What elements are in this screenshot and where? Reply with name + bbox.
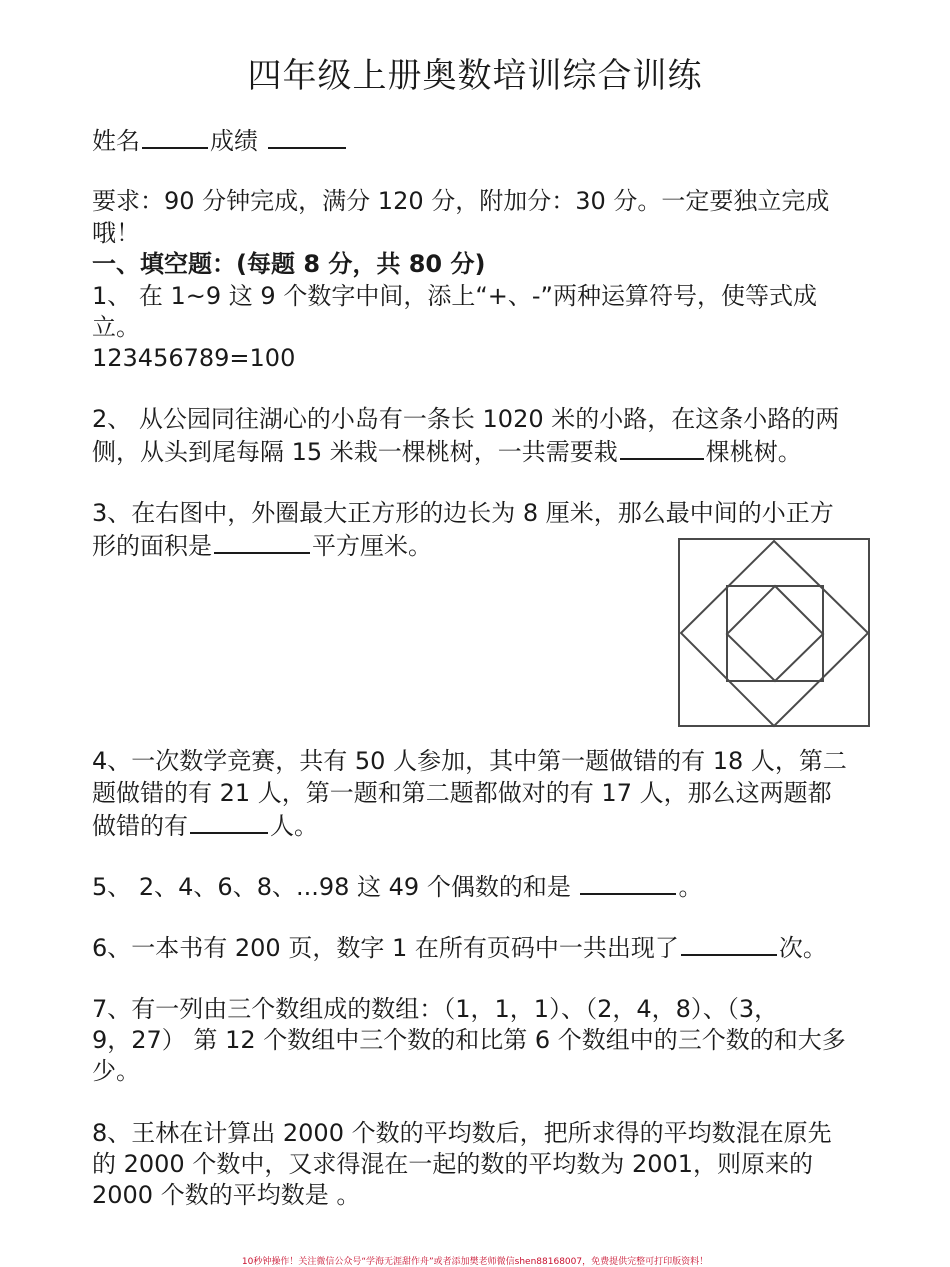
q6-answer-blank[interactable] <box>681 932 777 956</box>
q5-text-post: 。 <box>678 873 703 901</box>
score-label: 成绩 <box>210 127 258 155</box>
inner-diamond <box>727 586 823 681</box>
footer-promo-text: 10秒钟操作！关注微信公众号“学海无涯甜作舟”或者添加樊老师微信shen88168007，免费提供完整可打印版资料！ <box>241 1257 709 1267</box>
q3-line-1: 3、在右图中，外圈最大正方形的边长为 8 厘米，那么最中间的小正方 <box>92 499 834 527</box>
section-heading: 一、填空题：(每题 8 分，共 80 分) <box>92 250 486 278</box>
q2-text-post: 棵桃树。 <box>705 438 802 466</box>
requirement-line-1: 要求：90 分钟完成，满分 120 分，附加分：30 分。一定要独立完成 <box>92 187 830 215</box>
q4-text-pre: 做错的有 <box>92 812 188 840</box>
name-score-row <box>92 125 348 157</box>
q8-line-3: 2000 个数的平均数是 。 <box>92 1181 361 1209</box>
q4-text-post: 人。 <box>270 812 318 840</box>
q4-line-3 <box>92 810 318 842</box>
q2-line-2 <box>92 436 802 468</box>
score-blank[interactable] <box>268 125 346 149</box>
q1-equation: 123456789=100 <box>92 344 296 372</box>
outer-diamond <box>681 541 868 726</box>
q3-line-2 <box>92 530 432 562</box>
q5-answer-blank[interactable] <box>580 871 676 895</box>
q7-line-1: 7、有一列由三个数组成的数组：（1，1，1）、（2，4，8）、（3， <box>92 995 779 1023</box>
q3-text-pre: 形的面积是 <box>92 532 212 560</box>
q3-answer-blank[interactable] <box>214 530 310 554</box>
q1-line-1: 1、 在 1~9 这 9 个数字中间，添上“+、-”两种运算符号，使等式成 <box>92 282 817 310</box>
q4-line-2: 题做错的有 21 人，第一题和第二题都做对的有 17 人，那么这两题都 <box>92 779 832 807</box>
q4-line-1: 4、一次数学竞赛，共有 50 人参加，其中第一题做错的有 18 人，第二 <box>92 747 847 775</box>
q4-answer-blank[interactable] <box>190 810 268 834</box>
nested-squares-figure <box>678 538 870 728</box>
q2-text-pre: 侧，从头到尾每隔 15 米栽一棵桃树，一共需要栽 <box>92 438 618 466</box>
name-label: 姓名 <box>92 127 140 155</box>
q5-line <box>92 871 702 903</box>
q1-line-2: 立。 <box>92 313 140 341</box>
q6-text-pre: 6、一本书有 200 页，数字 1 在所有页码中一共出现了 <box>92 934 679 962</box>
q8-line-1: 8、王林在计算出 2000 个数的平均数后，把所求得的平均数混在原先 <box>92 1119 832 1147</box>
q2-line-1: 2、 从公园同往湖心的小岛有一条长 1020 米的小路，在这条小路的两 <box>92 405 840 433</box>
q3-text-post: 平方厘米。 <box>312 532 432 560</box>
q2-answer-blank[interactable] <box>620 436 704 460</box>
q7-line-3: 少。 <box>92 1057 140 1085</box>
q6-text-post: 次。 <box>778 934 827 962</box>
q7-line-2: 9，27） 第 12 个数组中三个数的和比第 6 个数组中的三个数的和大多 <box>92 1026 846 1054</box>
q6-line <box>92 932 827 964</box>
page-title: 四年级上册奥数培训综合训练 <box>247 56 703 96</box>
requirement-line-2: 哦！ <box>92 219 140 247</box>
q5-text-pre: 5、 2、4、6、8、...98 这 49 个偶数的和是 <box>92 873 571 901</box>
q8-line-2: 的 2000 个数中，又求得混在一起的数的平均数为 2001，则原来的 <box>92 1150 814 1178</box>
middle-square <box>727 586 823 681</box>
name-blank[interactable] <box>142 125 208 149</box>
outer-square <box>679 539 869 726</box>
